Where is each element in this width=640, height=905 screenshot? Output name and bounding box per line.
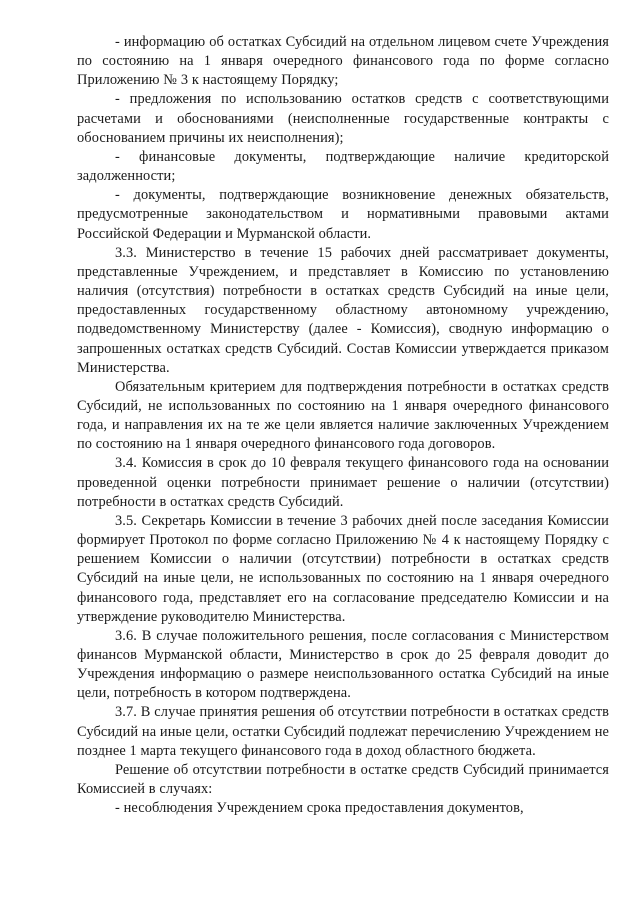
paragraph: - несоблюдения Учреждением срока предоставления документов, (115, 800, 524, 817)
paragraph: - финансовые документы, подтверждающие наличие кредиторской задолженности; (77, 148, 609, 185)
paragraph: 3.7. В случае принятия решения об отсутствии потребности в остатках средств Субсидий на иные цели, остатки Субсидий подлежат перечислению Учреждением не позднее 1 марта текущего финансового года в доход областного бюджета. (77, 704, 609, 759)
paragraph: - информацию об остатках Субсидий на отдельном лицевом счете Учреждения по состоянию на 1 января очередного финансового года по форме согласно Приложению № 3 к настоящему Порядку; (77, 34, 609, 89)
paragraph: - предложения по использованию остатков средств с соответствующими расчетами и обоснованиями (неисполненные государственные контракты с обоснованием причины их неисполнения); (77, 91, 609, 146)
paragraph: 3.3. Министерство в течение 15 рабочих дней рассматривает документы, представленные Учреждением, и представляет в Комиссию по установлению наличия (отсутствия) потребности в остатках средств Субсидий на иные цели, предоставленных государственному областному автономному учреждению, подведомственному Министерству (далее - Комиссия), сводную информацию о запрошенных остатках средств Субсидий. Состав Комиссии утверждается приказом Министерства. (77, 244, 609, 376)
paragraph: Решение об отсутствии потребности в остатке средств Субсидий принимается Комиссией в случаях: (77, 761, 609, 798)
document-text (77, 33, 609, 818)
paragraph: 3.5. Секретарь Комиссии в течение 3 рабочих дней после заседания Комиссии формирует Протокол по форме согласно Приложению № 4 к настоящему Порядку с решением Комиссии о наличии (отсутствии) потребности в остатках средств Субсидий на иные цели, не использованных по состоянию на 1 января очередного финансового года, представляет его на согласование председателю Комиссии и на утверждение руководителю Министерства. (77, 512, 609, 625)
paragraph: - документы, подтверждающие возникновение денежных обязательств, предусмотренные законодательством и нормативными правовыми актами Российской Федерации и Мурманской области. (77, 187, 609, 242)
paragraph: 3.6. В случае положительного решения, после согласования с Министерством финансов Мурманской области, Министерство в срок до 25 февраля доводит до Учреждения информацию о размере неиспользованного остатка Субсидий на иные цели, потребность в котором подтверждена. (77, 627, 609, 702)
paragraph: 3.4. Комиссия в срок до 10 февраля текущего финансового года на основании проведенной оценки потребности принимает решение о наличии (отсутствии) потребности в остатках средств Субсидий. (77, 455, 609, 510)
paragraph: Обязательным критерием для подтверждения потребности в остатках средств Субсидий, не использованных по состоянию на 1 января очередного финансового года, и направления их на те же цели является наличие заключенных Учреждением по состоянию на 1 января очередного финансового года договоров. (77, 378, 609, 453)
